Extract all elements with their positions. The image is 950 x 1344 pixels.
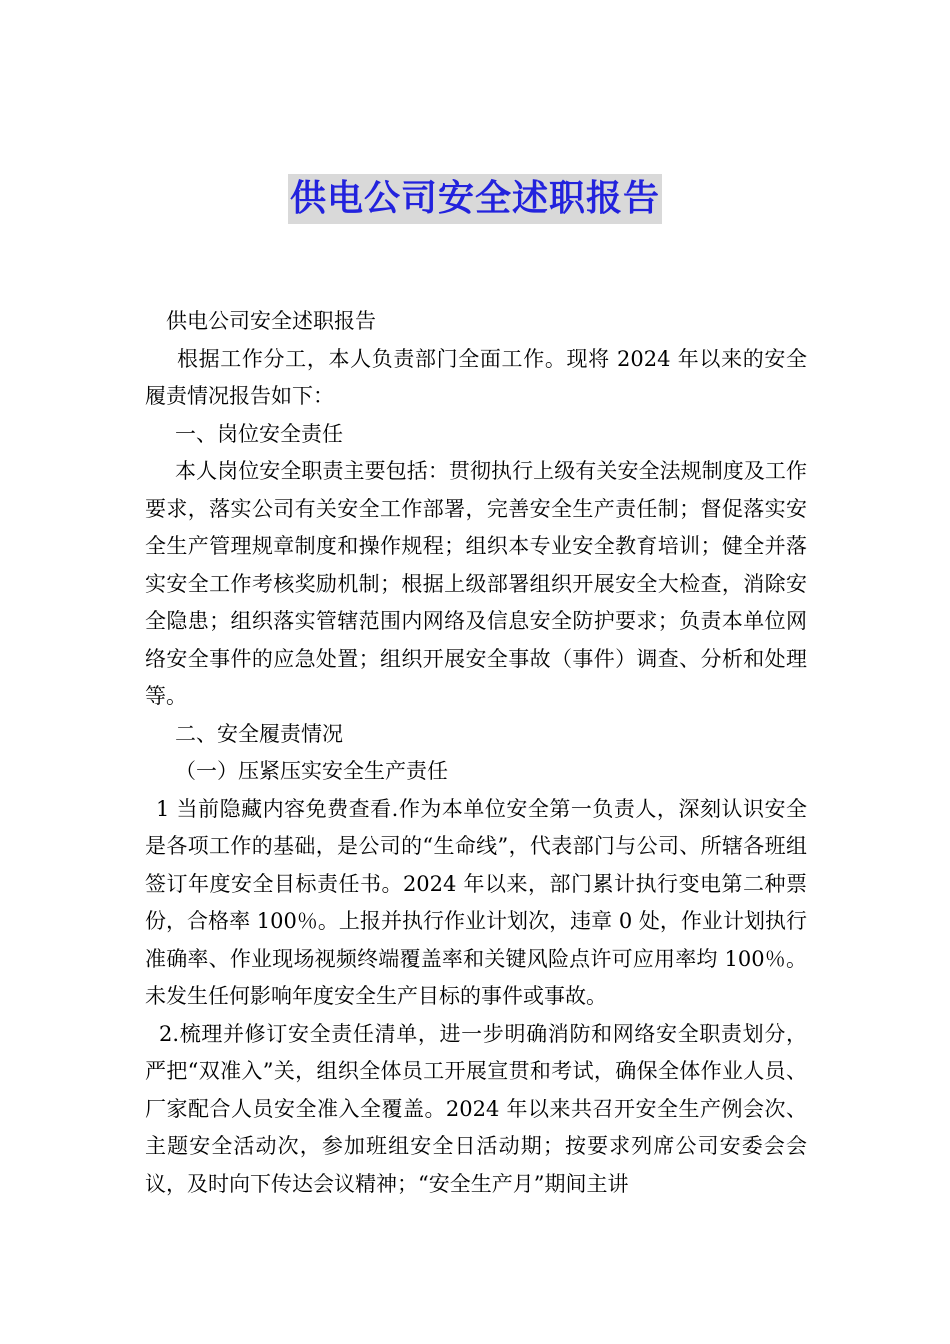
document-title: 供电公司安全述职报告 bbox=[288, 174, 662, 224]
section-heading-2: 二、安全履责情况 bbox=[175, 721, 343, 746]
title-container bbox=[0, 174, 950, 224]
duties-paragraph: 本人岗位安全职责主要包括：贯彻执行上级有关安全法规制度及工作要求，落实公司有关安全工作部署，完善安全生产责任制；督促落实安全生产管理规章制度和操作规程；组织本专业安全教育培训；健全并落实安全工作考核奖励机制；根据上级部署组织开展安全大检查，消除安全隐患；组织落实管辖范围内网络及信息安全防护要求；负责本单位网络安全事件的应急处置；组织开展安全事故（事件）调查、分析和处理等。 bbox=[145, 459, 807, 708]
item-paragraph-1: 1 当前隐藏内容免费查看.作为本单位安全第一负责人，深刻认识安全是各项工作的基础，是公司的“生命线”，代表部门与公司、所辖各班组签订年度安全目标责任书。2024 年以来，部门累计执行变电第二种票份，合格率 100％。上报并执行作业计划次，违章 0 处，作业计划执行准确率、作业现场视频终端覆盖率和关键风险点许可应用率均 100％。未发生任何影响年度安全生产目标的事件或事故。 bbox=[145, 796, 807, 1008]
intro-paragraph: 根据工作分工，本人负责部门全面工作。现将 2024 年以来的安全履责情况报告如下： bbox=[145, 346, 807, 408]
document-body bbox=[145, 303, 807, 1203]
item-paragraph-2: 2.梳理并修订安全责任清单，进一步明确消防和网络安全职责划分，严把“双准入”关，组织全体员工开展宣贯和考试，确保全体作业人员、厂家配合人员安全准入全覆盖。2024 年以来共召开安全生产例会次、主题安全活动次，参加班组安全日活动期；按要求列席公司安委会会议，及时向下传达会议精神；“安全生产月”期间主讲 bbox=[145, 1021, 807, 1196]
body-heading: 供电公司安全述职报告 bbox=[166, 309, 376, 333]
section-heading-1: 一、岗位安全责任 bbox=[175, 421, 343, 446]
subsection-heading-1: （一）压紧压实安全生产责任 bbox=[175, 759, 448, 783]
